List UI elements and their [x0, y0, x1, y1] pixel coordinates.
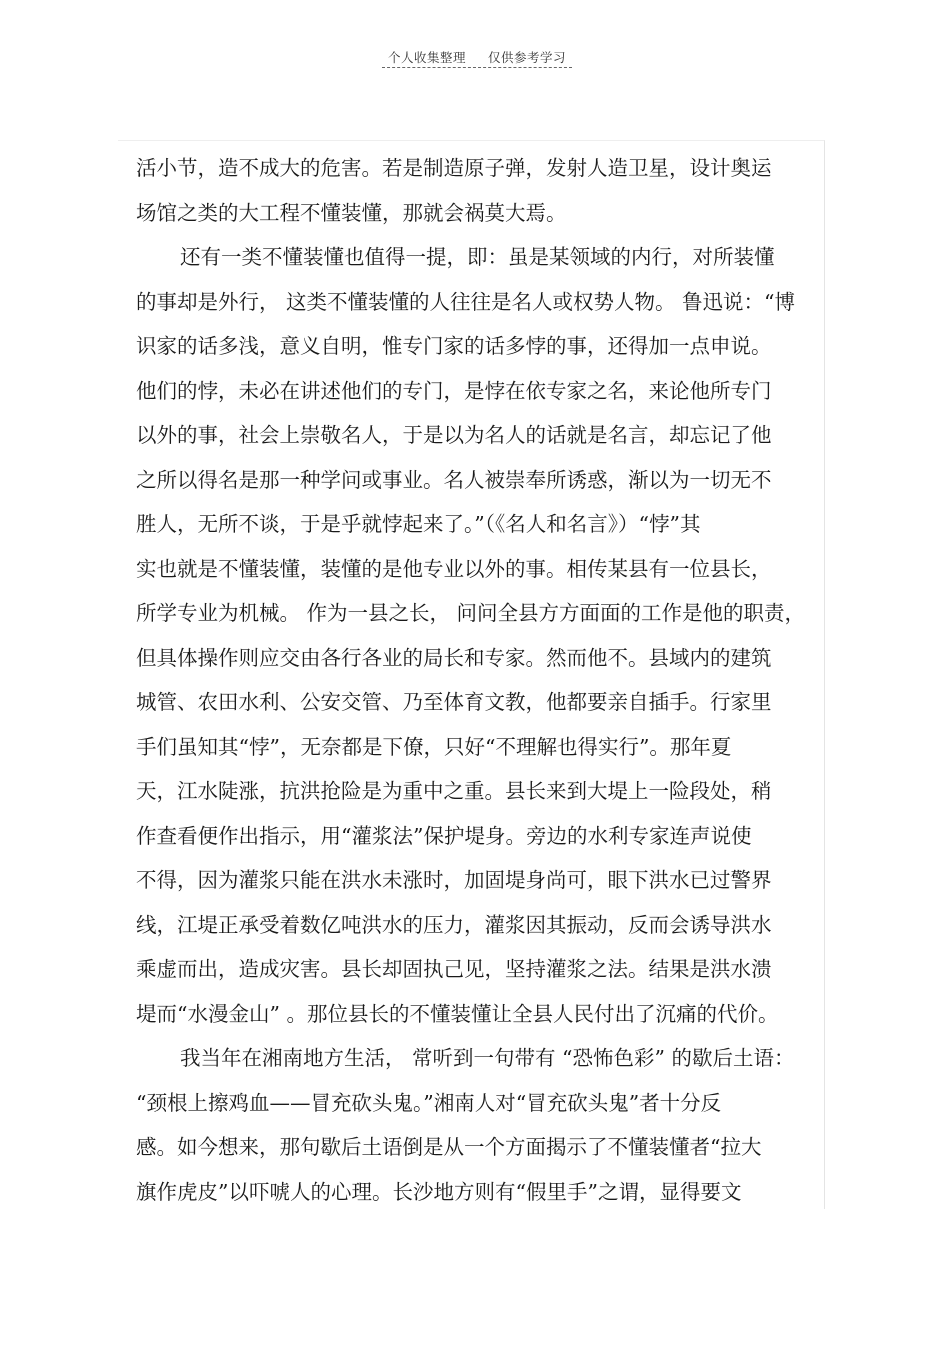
- text-line: 我当年在湘南地方生活， 常听到一句带有 “恐怖色彩” 的歇后土语：: [180, 1046, 795, 1070]
- text-line: 城管、农田水利、公安交管、乃至体育文教，他都要亲自插手。行家里: [136, 690, 772, 714]
- text-line: 天，江水陡涨，抗洪抢险是为重中之重。县长来到大堤上一险段处，稍: [136, 779, 772, 803]
- text-line: 识家的话多浅，意义自明，惟专门家的话多悖的事，还得加一点申说。: [136, 334, 772, 358]
- text-line: 乘虚而出，造成灾害。县长却固执己见，坚持灌浆之法。结果是洪水溃: [136, 957, 772, 981]
- text-line: 的事却是外行， 这类不懂装懂的人往往是名人或权势人物。 鲁迅说：“博: [136, 289, 796, 314]
- text-line: 所学专业为机械。 作为一县之长， 问问全县方方面面的工作是他的职责，: [136, 601, 806, 625]
- text-line: 场馆之类的大工程不懂装懂，那就会祸莫大焉。: [136, 200, 567, 225]
- text-line: 以外的事，社会上崇敬名人，于是以为名人的话就是名言，却忘记了他: [136, 423, 772, 447]
- text-line: 还有一类不懂装懂也值得一提，即：虽是某领域的内行，对所装懂: [180, 245, 775, 269]
- text-line: 但具体操作则应交由各行各业的局长和专家。然而他不。县域内的建筑: [136, 645, 772, 670]
- page-header: [382, 44, 572, 68]
- header-right-text: 仅供参考学习: [488, 50, 567, 65]
- text-line: 堤而“水漫金山” 。那位县长的不懂装懂让全县人民付出了沉痛的代价。: [136, 1001, 779, 1026]
- text-line: 胜人，无所不谈，于是乎就悖起来了。”（《名人和名言》）“悖”其: [136, 512, 701, 536]
- text-line: 手们虽知其“悖”，无奈都是下僚，只好“不理解也得实行”。那年夏: [136, 734, 732, 759]
- text-line: 之所以得名是那一种学问或事业。名人被崇奉所诱惑，渐以为一切无不: [136, 467, 772, 492]
- text-line: 旗作虎皮”以吓唬人的心理。长沙地方则有“假里手”之谓，显得要文: [136, 1179, 742, 1204]
- header-left-text: 个人收集整理: [388, 50, 467, 65]
- text-line: 感。如今想来，那句歇后土语倒是从一个方面揭示了不懂装懂者“拉大: [136, 1135, 762, 1159]
- text-line: “颈根上擦鸡血——冒充砍头鬼。”湘南人对“冒充砍头鬼”者十分反: [136, 1090, 722, 1115]
- text-line: 他们的悖，未必在讲述他们的专门，是悖在依专家之名，来论他所专门: [136, 378, 772, 403]
- text-line: 活小节，造不成大的危害。若是制造原子弹，发射人造卫星，设计奥运: [136, 156, 772, 180]
- document-body: [136, 146, 836, 1214]
- text-line: 实也就是不懂装懂，装懂的是他专业以外的事。相传某县有一位县长，: [136, 556, 772, 581]
- text-line: 不得，因为灌浆只能在洪水未涨时，加固堤身尚可，眼下洪水已过警界: [136, 868, 772, 892]
- text-line: 作查看便作出指示，用“灌浆法”保护堤身。旁边的水利专家连声说使: [136, 823, 752, 848]
- text-line: 线，江堤正承受着数亿吨洪水的压力，灌浆因其振动，反而会诱导洪水: [136, 912, 772, 937]
